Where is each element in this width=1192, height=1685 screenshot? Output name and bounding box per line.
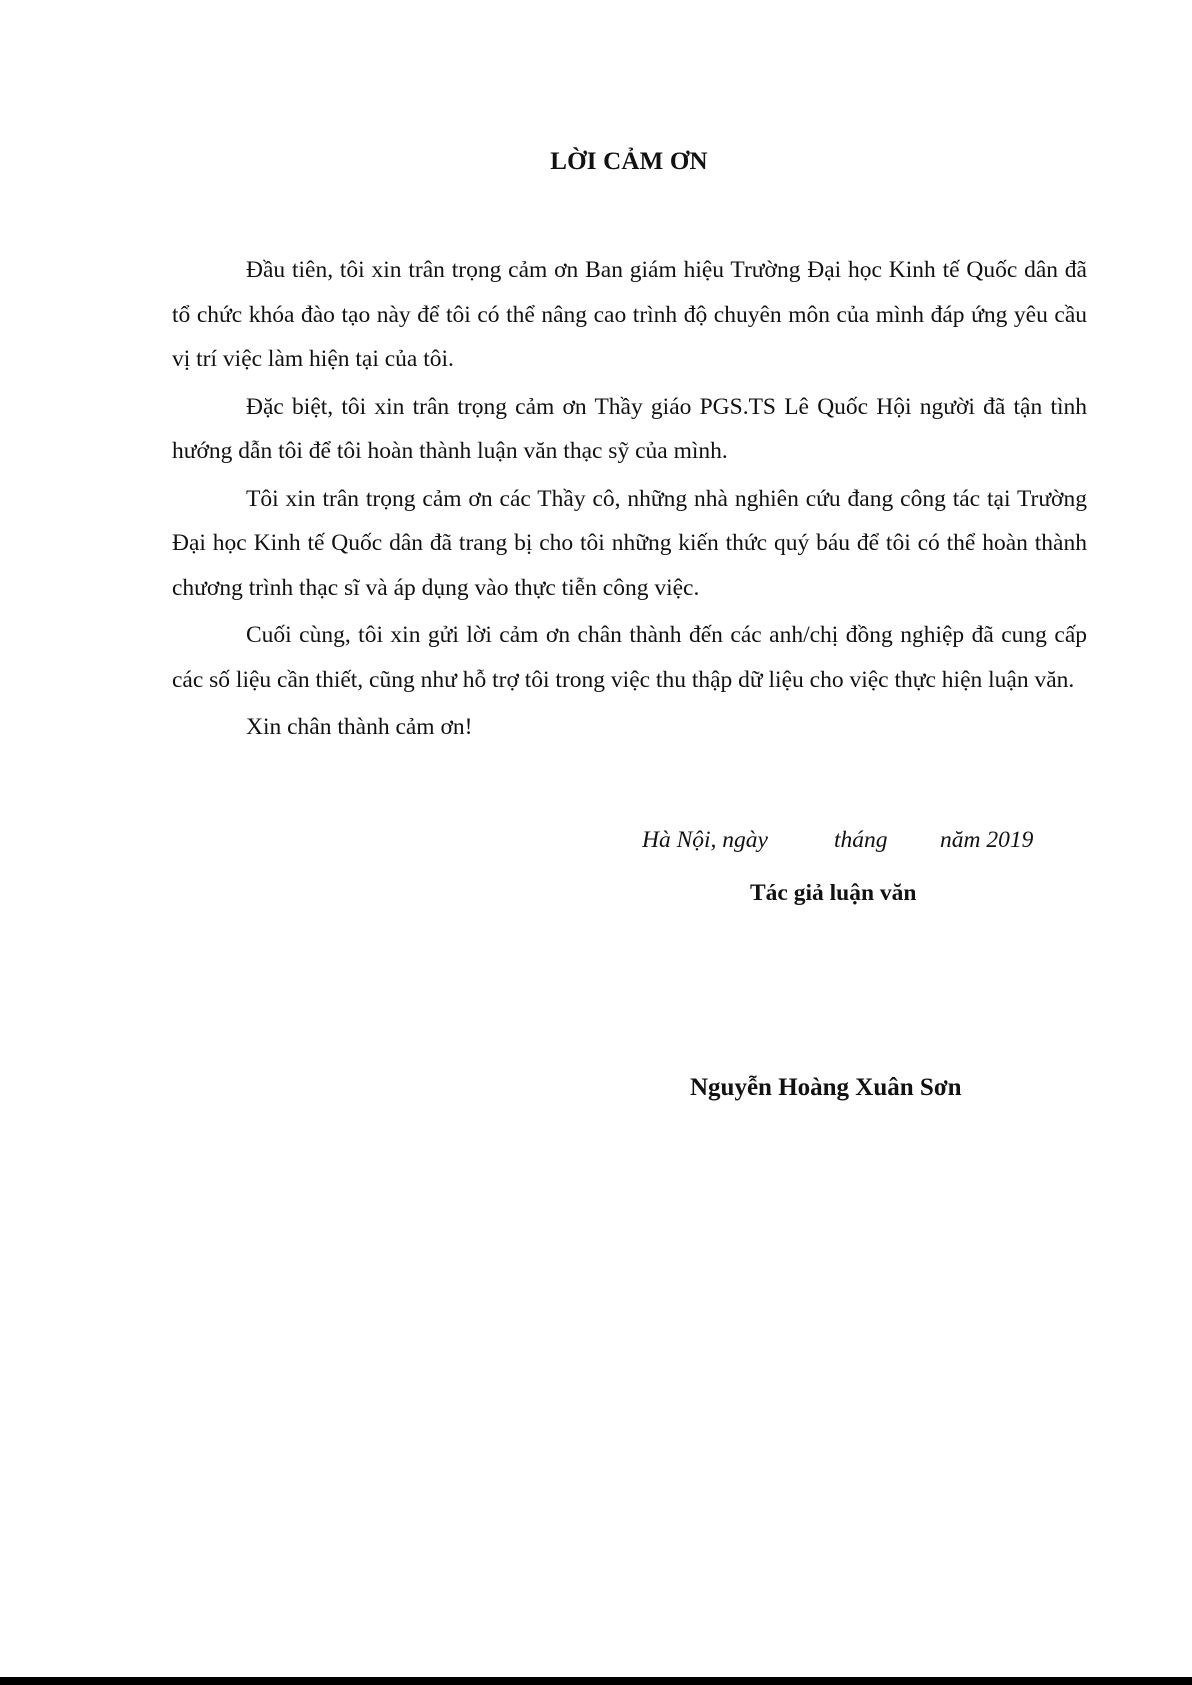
acknowledgement-body xyxy=(172,248,1087,750)
closing-line: Xin chân thành cảm ơn! xyxy=(246,714,473,740)
page-title: LỜI CẢM ƠN xyxy=(550,148,708,175)
paragraph-1: Đầu tiên, tôi xin trân trọng cảm ơn Ban giám hiệu Trường Đại học Kinh tế Quốc dân đã tổ chức khóa đào tạo này để tôi có thể nâng cao trình độ chuyên môn của mình đáp ứng yêu cầu vị trí việc làm hiện tại của tôi. xyxy=(172,257,1087,372)
author-label: Tác giả luận văn xyxy=(750,880,917,906)
author-name: Nguyễn Hoàng Xuân Sơn xyxy=(690,1074,962,1101)
date-month: tháng xyxy=(834,827,888,853)
bottom-edge-strip xyxy=(0,1677,1192,1685)
date-place-day: Hà Nội, ngày xyxy=(642,827,768,853)
paragraph-4: Cuối cùng, tôi xin gửi lời cảm ơn chân thành đến các anh/chị đồng nghiệp đã cung cấp các số liệu cần thiết, cũng như hỗ trợ tôi trong việc thu thập dữ liệu cho việc thực hiện luận văn. xyxy=(172,622,1087,693)
paragraph-2: Đặc biệt, tôi xin trân trọng cảm ơn Thầy giáo PGS.TS Lê Quốc Hội người đã tận tình hướng dẫn tôi để tôi hoàn thành luận văn thạc sỹ của mình. xyxy=(172,393,1087,464)
paragraph-3: Tôi xin trân trọng cảm ơn các Thầy cô, những nhà nghiên cứu đang công tác tại Trường Đại học Kinh tế Quốc dân đã trang bị cho tôi những kiến thức quý báu để tôi có thể hoàn thành chương trình thạc sĩ và áp dụng vào thực tiễn công việc. xyxy=(172,485,1087,601)
date-year: năm 2019 xyxy=(940,827,1034,853)
